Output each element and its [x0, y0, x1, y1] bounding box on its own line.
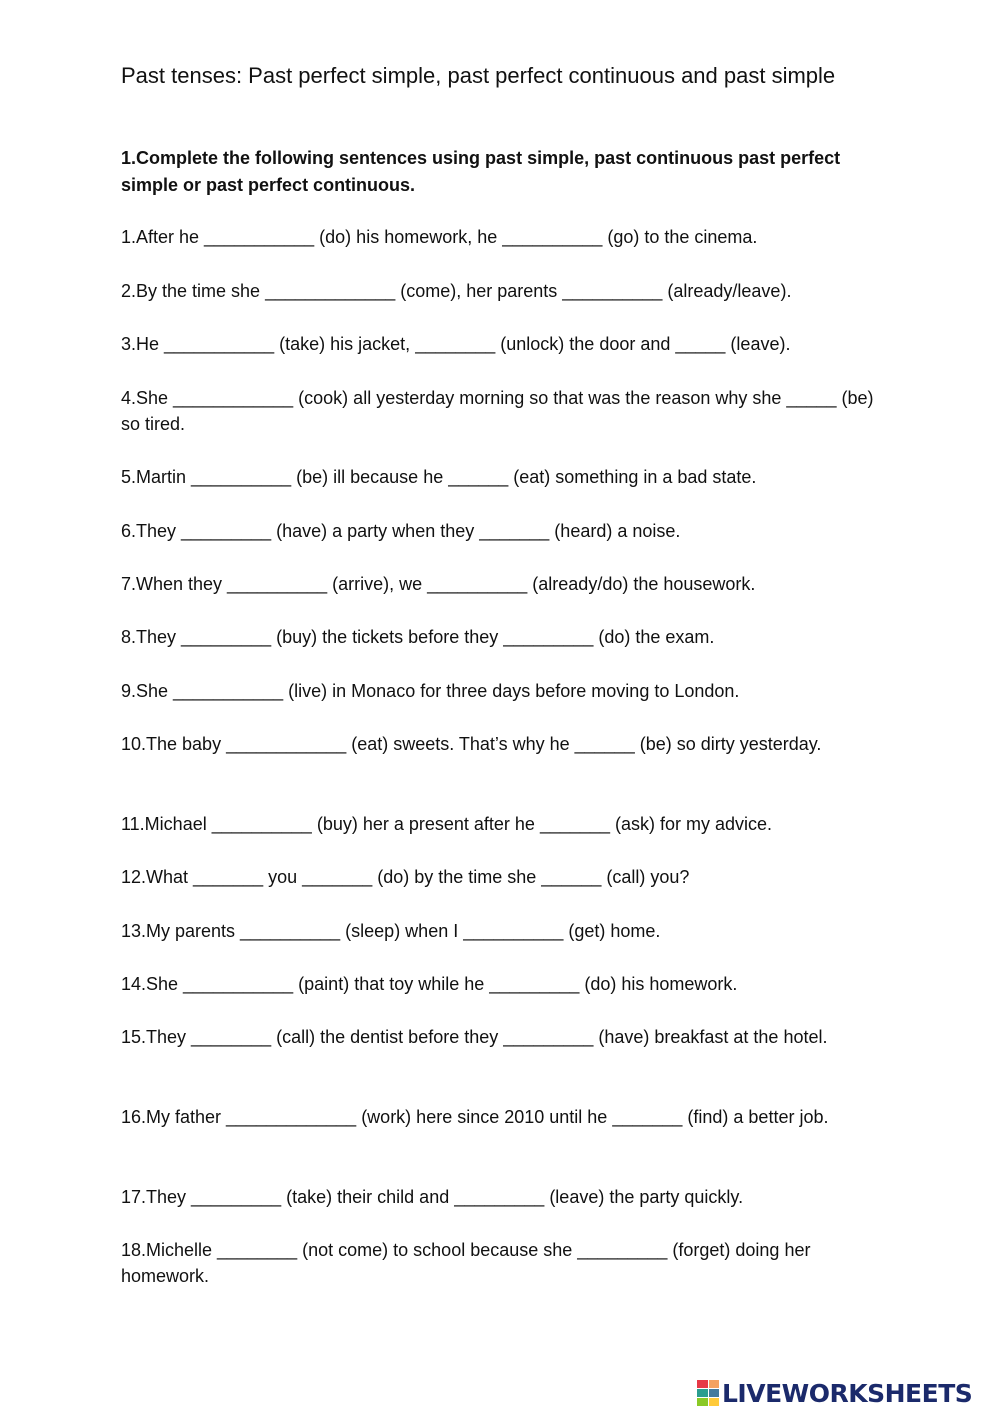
question-7: 7.When they __________ (arrive), we __________ (already/do) the housework. — [121, 574, 756, 594]
question-3: 3.He ___________ (take) his jacket, ________ (unlock) the door and _____ (leave). — [121, 334, 791, 354]
page-title: Past tenses: Past perfect simple, past perfect continuous and past simple — [121, 63, 836, 88]
question-8: 8.They _________ (buy) the tickets before they _________ (do) the exam. — [121, 627, 715, 647]
question-2: 2.By the time she _____________ (come), her parents __________ (already/leave). — [121, 281, 792, 301]
liveworksheets-logo-icon — [697, 1380, 719, 1406]
question-10: 10.The baby ____________ (eat) sweets. That’s why he ______ (be) so dirty yesterday. — [121, 734, 822, 754]
exercise-instruction: 1.Complete the following sentences using past simple, past continuous past perfect simple or past perfect continuous. — [121, 148, 841, 195]
question-11: 11.Michael __________ (buy) her a present after he _______ (ask) for my advice. — [121, 814, 773, 834]
question-4: 4.She ____________ (cook) all yesterday morning so that was the reason why she _____ (be) so tired. — [121, 388, 879, 434]
question-14: 14.She ___________ (paint) that toy while he _________ (do) his homework. — [121, 974, 738, 994]
liveworksheets-logo — [697, 1376, 972, 1410]
question-16: 16.My father _____________ (work) here since 2010 until he _______ (find) a better job. — [121, 1107, 829, 1127]
liveworksheets-logo-text: LIVEWORKSHEETS — [722, 1378, 973, 1408]
question-5: 5.Martin __________ (be) ill because he ______ (eat) something in a bad state. — [121, 467, 757, 487]
question-13: 13.My parents __________ (sleep) when I __________ (get) home. — [121, 921, 661, 941]
question-1: 1.After he ___________ (do) his homework, he __________ (go) to the cinema. — [121, 227, 758, 247]
question-17: 17.They _________ (take) their child and _________ (leave) the party quickly. — [121, 1187, 744, 1207]
question-18: 18.Michelle ________ (not come) to school because she _________ (forget) doing her homework. — [121, 1240, 816, 1286]
question-15: 15.They ________ (call) the dentist before they _________ (have) breakfast at the hotel. — [121, 1027, 828, 1047]
question-9: 9.She ___________ (live) in Monaco for three days before moving to London. — [121, 681, 740, 701]
question-12: 12.What _______ you _______ (do) by the time she ______ (call) you? — [121, 867, 690, 887]
question-6: 6.They _________ (have) a party when they _______ (heard) a noise. — [121, 521, 681, 541]
